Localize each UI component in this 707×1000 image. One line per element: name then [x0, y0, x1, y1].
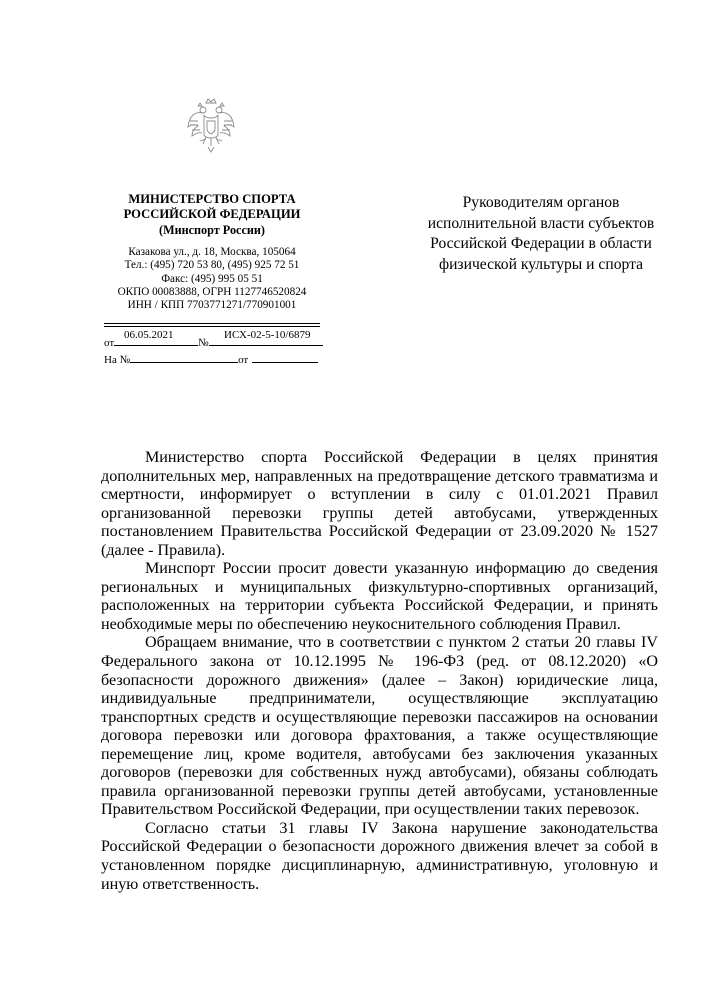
ministry-name-line1: МИНИСТЕРСТВО СПОРТА — [128, 192, 296, 206]
addressee-line3: Российской Федерации в области — [430, 235, 652, 252]
addressee-line2: исполнительной власти субъектов — [427, 214, 655, 232]
sender-phone: Тел.: (495) 720 53 80, (495) 925 72 51 — [124, 259, 300, 272]
body-paragraph-1: Министерство спорта Российской Федерации в целях принятия дополнительных мер, направленных на предотвращение детского травматизма и смертности, информирует о вступлении в силу с 01.01.2021 Правил организованной перевозки группы детей автобусами, утвержденных постановлением Правительства Российской Федерации от 23.09.2020 № 1527 (далее - Правила). — [101, 449, 658, 559]
ministry-name-line2: РОССИЙСКОЙ ФЕДЕРАЦИИ — [123, 207, 301, 221]
number-label: № — [198, 337, 209, 349]
reply-number-underline — [130, 353, 238, 363]
date-underline — [114, 336, 198, 346]
addressee-line1: Руководителям органов — [462, 194, 620, 211]
reply-date-underline — [252, 353, 318, 363]
outgoing-number: ИСХ-02-5-10/6879 — [224, 329, 311, 341]
sender-contacts — [100, 246, 324, 312]
coat-of-arms-emblem — [186, 97, 236, 155]
addressee-line4: физической культуры и спорта — [438, 255, 644, 273]
header-divider-thick — [104, 323, 320, 324]
outgoing-reference-row — [104, 336, 323, 349]
sender-fax: Факс: (495) 995 05 51 — [161, 272, 263, 285]
outgoing-date: 06.05.2021 — [124, 329, 174, 341]
sender-okpo: ОКПО 00083888, ОГРН 1127746520824 — [117, 285, 307, 298]
number-underline — [209, 336, 323, 346]
reply-from-label: от — [238, 354, 249, 366]
reply-number-label: На № — [104, 354, 131, 366]
addressee-block — [400, 193, 682, 275]
body-paragraph-4: Согласно статьи 31 главы IV Закона нарушение законодательства Российской Федерации о безопасности дорожного движения влечет за собой в установленном порядке дисциплинарную, административную, уголовную и иную ответственность. — [101, 819, 658, 893]
body-paragraph-2: Минспорт России просит довести указанную информацию до сведения региональных и муниципальных физкультурно-спортивных организаций, расположенных на территории субъекта Российской Федерации, и принять необходимые меры по обеспечению неукоснительного соблюдения Правил. — [101, 560, 658, 633]
body-paragraph-3: Обращаем внимание, что в соответствии с пунктом 2 статьи 20 главы IV Федерального закона от 10.12.1995 № 196-ФЗ (ред. от 08.12.2020) «О безопасности дорожного движения» (далее – Закон) юридические лица, индивидуальные предприниматели, осуществляющие эксплуатацию транспортных средств и осуществляющие перевозки пассажиров на основании договора перевозки или договора фрахтования, а также осуществляющие перемещение лиц, кроме водителя, автобусами без заключения указанных договоров (перевозки для собственных нужд автобусами), обязаны соблюдать правила организованной перевозки группы детей автобусами, установленные Правительством Российской Федерации, при осуществлении таких перевозок. — [101, 634, 658, 819]
sender-block — [100, 192, 324, 312]
letter-body — [101, 449, 658, 894]
header-divider-thin — [104, 326, 320, 327]
from-label: от — [104, 337, 115, 349]
reply-reference-row — [104, 353, 318, 366]
ministry-short-name: (Минспорт России) — [159, 223, 265, 237]
sender-inn: ИНН / КПП 7703771271/770901001 — [127, 299, 297, 312]
sender-address: Казакова ул., д. 18, Москва, 105064 — [128, 246, 296, 258]
